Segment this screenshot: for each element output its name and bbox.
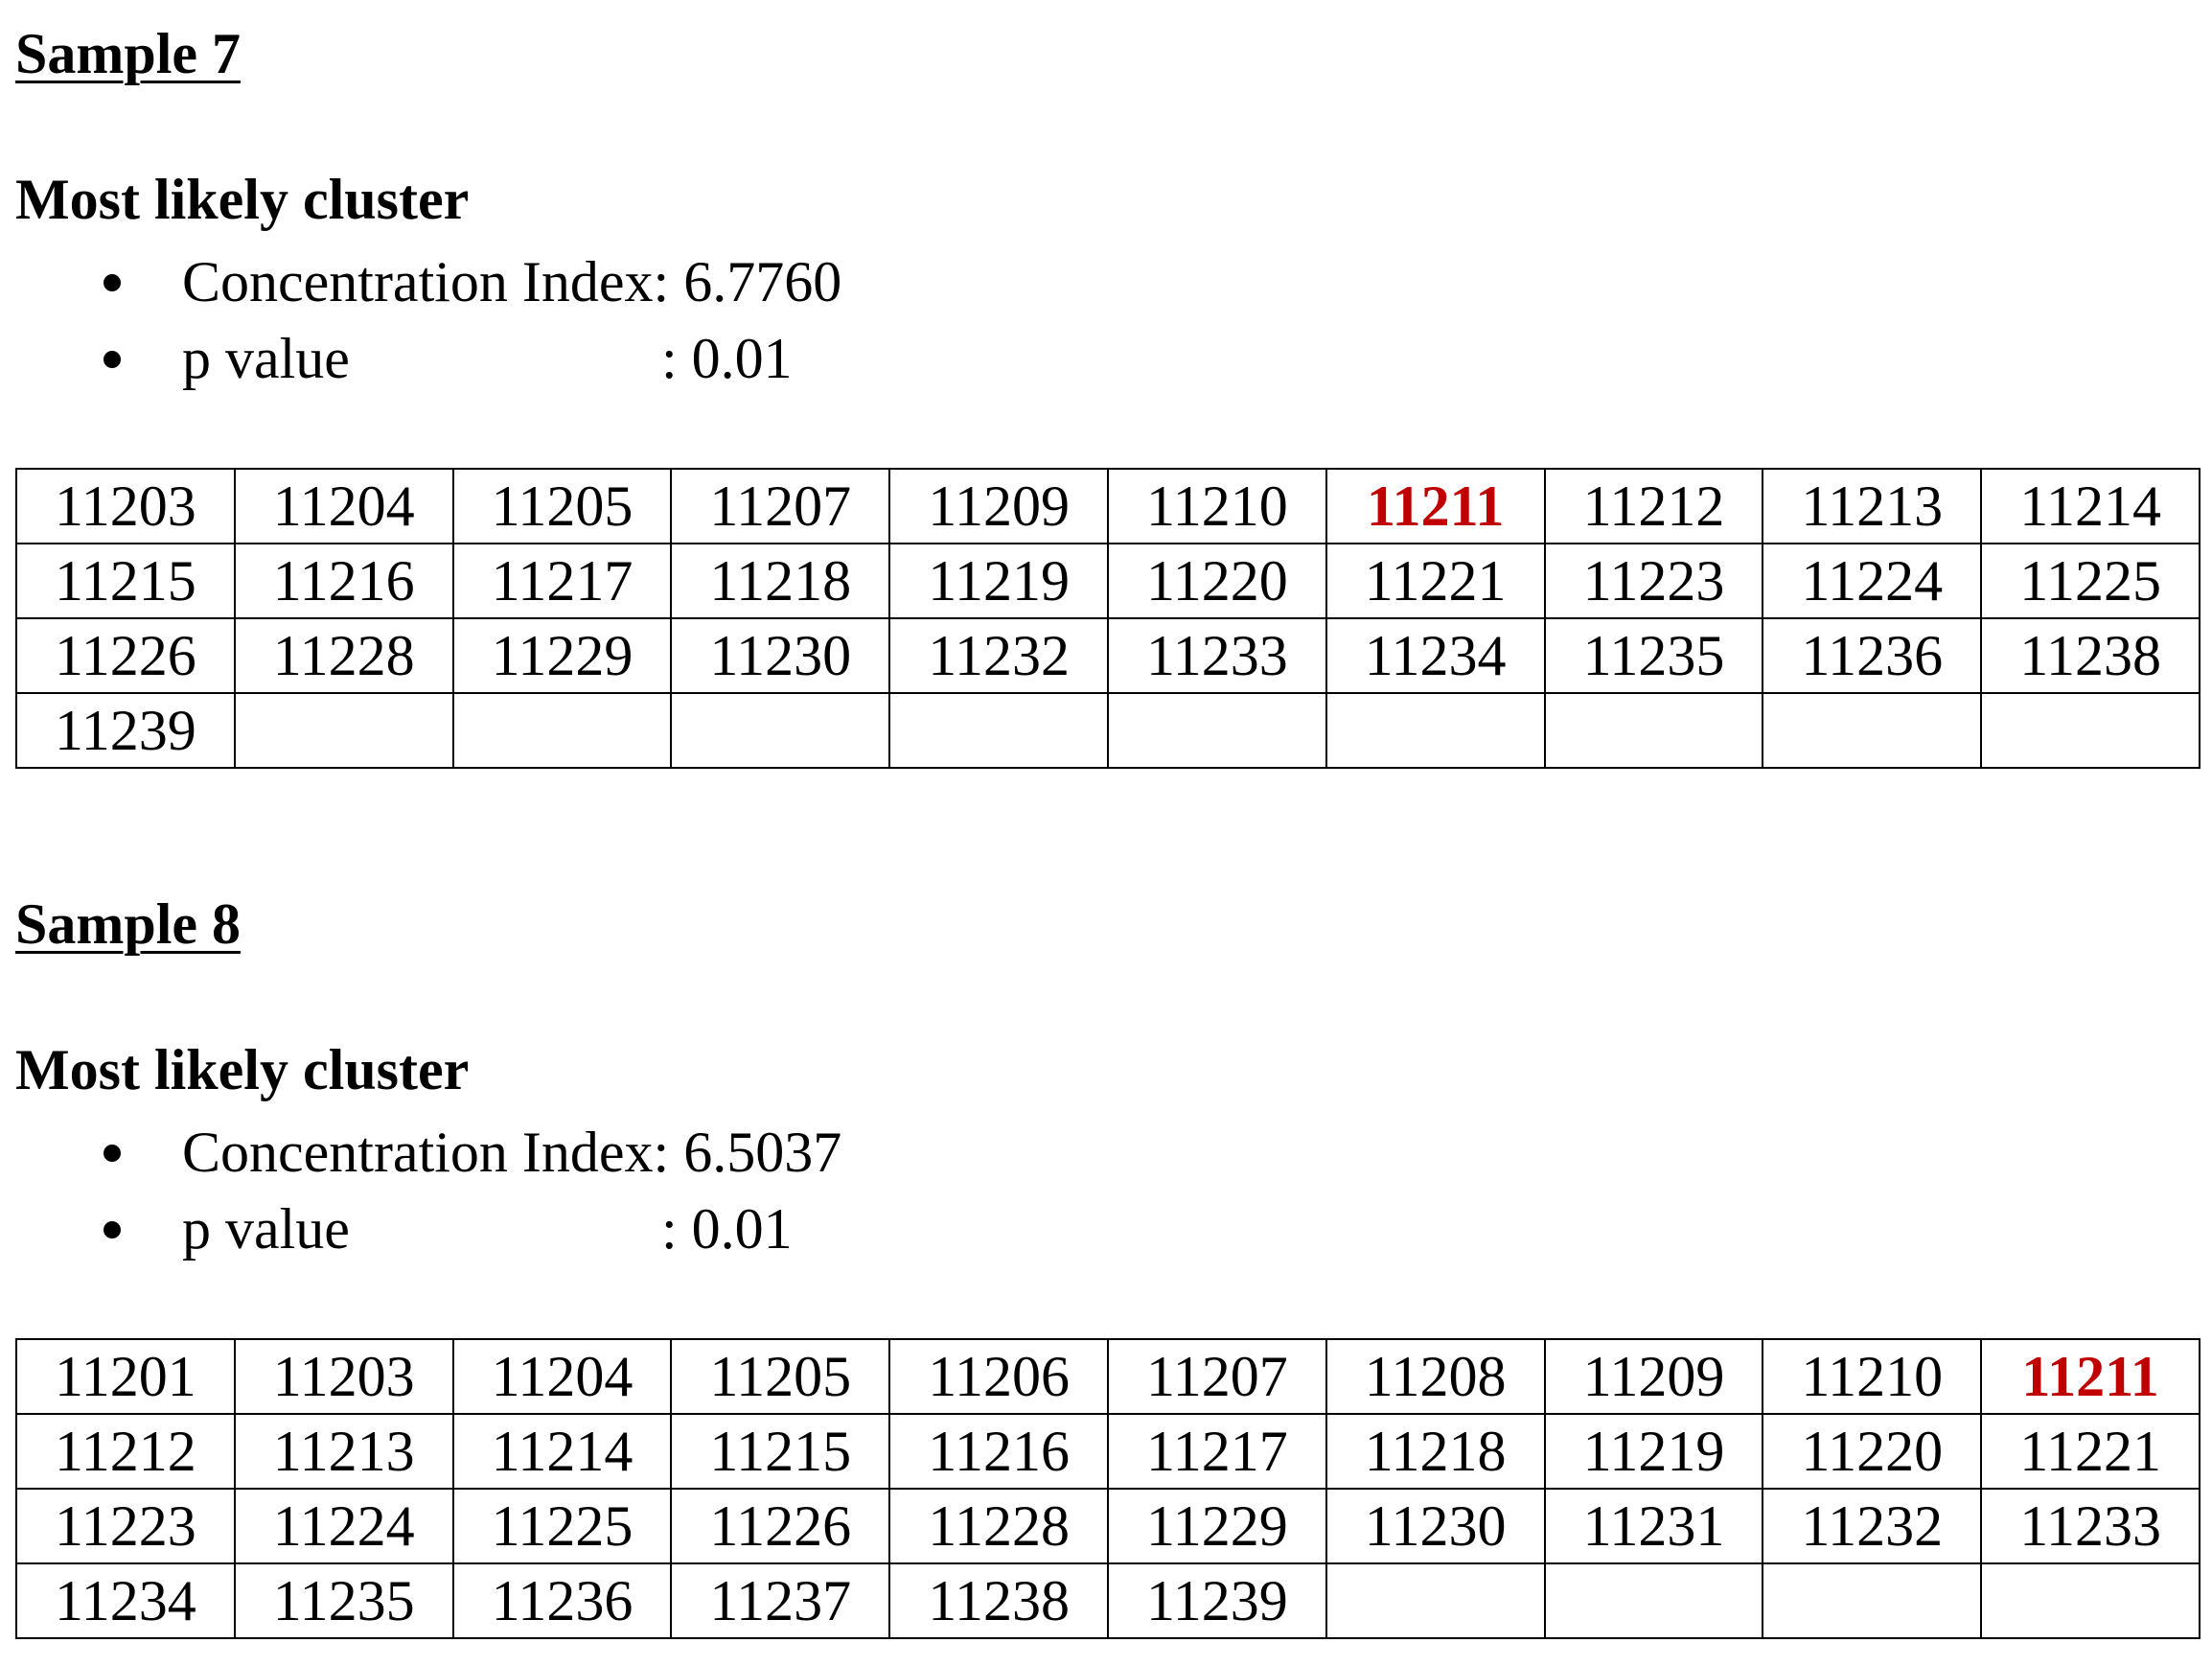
- empty-cell: [1763, 693, 1981, 768]
- sample-8-section: [15, 888, 2200, 1632]
- code-cell: 11228: [889, 1489, 1108, 1563]
- sample-7-p-separator: :: [661, 327, 678, 390]
- sample-8-p-value: 0.01: [691, 1197, 793, 1261]
- empty-cell: [1326, 693, 1545, 768]
- code-cell: 11239: [1108, 1563, 1326, 1638]
- code-cell: 11223: [1545, 544, 1763, 618]
- code-cell: 11213: [235, 1414, 453, 1489]
- code-cell: 11218: [671, 544, 889, 618]
- code-cell: 11232: [889, 618, 1108, 693]
- code-cell: 11212: [16, 1414, 235, 1489]
- code-cell: 11229: [1108, 1489, 1326, 1563]
- code-cell: 11218: [1326, 1414, 1545, 1489]
- code-cell: 11215: [16, 544, 235, 618]
- sample-8-title: Sample 8: [15, 892, 242, 956]
- empty-cell: [235, 693, 453, 768]
- sample-7-title: Sample 7: [15, 22, 242, 85]
- code-cell: 11224: [1763, 544, 1981, 618]
- sample-8-concentration-value: 6.5037: [683, 1121, 842, 1184]
- table-row: [16, 1414, 2200, 1489]
- table-row: [16, 469, 2200, 544]
- empty-cell: [453, 693, 672, 768]
- code-cell: 11226: [16, 618, 235, 693]
- code-cell: 11237: [671, 1563, 889, 1638]
- empty-cell: [1763, 1563, 1981, 1638]
- code-cell: 11205: [453, 469, 672, 544]
- code-cell: 11236: [1763, 618, 1981, 693]
- bullet-icon: [104, 274, 121, 291]
- code-cell: 11210: [1108, 469, 1326, 544]
- empty-cell: [1545, 693, 1763, 768]
- code-cell: 11238: [889, 1563, 1108, 1638]
- code-cell: 11238: [1981, 618, 2200, 693]
- code-cell: 11235: [235, 1563, 453, 1638]
- sample-7-p-label: p value: [182, 327, 350, 390]
- code-cell: 11234: [1326, 618, 1545, 693]
- table-row: [16, 693, 2200, 768]
- code-cell: 11217: [453, 544, 672, 618]
- table-row: [16, 544, 2200, 618]
- code-cell: 11226: [671, 1489, 889, 1563]
- code-cell: 11214: [1981, 469, 2200, 544]
- code-cell: 11216: [235, 544, 453, 618]
- bullet-icon: [104, 1221, 121, 1238]
- code-cell: 11229: [453, 618, 672, 693]
- code-cell: 11223: [16, 1489, 235, 1563]
- highlighted-code-cell: 11211: [1326, 469, 1545, 544]
- code-cell: 11224: [235, 1489, 453, 1563]
- code-cell: 11208: [1326, 1339, 1545, 1414]
- code-cell: 11236: [453, 1563, 672, 1638]
- code-cell: 11206: [889, 1339, 1108, 1414]
- code-cell: 11203: [16, 469, 235, 544]
- sample-7-cluster-heading: Most likely cluster: [15, 168, 470, 231]
- code-cell: 11214: [453, 1414, 672, 1489]
- bullet-icon: [104, 1145, 121, 1162]
- code-cell: 11220: [1763, 1414, 1981, 1489]
- sample-8-concentration-label: Concentration Index:: [182, 1121, 670, 1184]
- code-cell: 11216: [889, 1414, 1108, 1489]
- code-cell: 11232: [1763, 1489, 1981, 1563]
- code-cell: 11234: [16, 1563, 235, 1638]
- sample-8-cluster-heading: Most likely cluster: [15, 1038, 470, 1101]
- code-cell: 11219: [1545, 1414, 1763, 1489]
- table-row: [16, 1563, 2200, 1638]
- code-cell: 11220: [1108, 544, 1326, 618]
- code-cell: 11205: [671, 1339, 889, 1414]
- sample-7-section: [15, 17, 2200, 762]
- code-cell: 11204: [235, 469, 453, 544]
- code-cell: 11213: [1763, 469, 1981, 544]
- code-cell: 11239: [16, 693, 235, 768]
- sample-7-concentration-label: Concentration Index:: [182, 250, 670, 313]
- sample-7-concentration-value: 6.7760: [683, 250, 842, 313]
- empty-cell: [671, 693, 889, 768]
- code-cell: 11212: [1545, 469, 1763, 544]
- table-row: [16, 1489, 2200, 1563]
- sample-8-p-separator: :: [661, 1197, 678, 1261]
- sample-7-code-table: [15, 468, 2200, 769]
- code-cell: 11219: [889, 544, 1108, 618]
- code-cell: 11225: [1981, 544, 2200, 618]
- table-row: [16, 618, 2200, 693]
- empty-cell: [1981, 693, 2200, 768]
- code-cell: 11207: [1108, 1339, 1326, 1414]
- code-cell: 11217: [1108, 1414, 1326, 1489]
- code-cell: 11201: [16, 1339, 235, 1414]
- code-cell: 11203: [235, 1339, 453, 1414]
- code-cell: 11231: [1545, 1489, 1763, 1563]
- empty-cell: [1108, 693, 1326, 768]
- empty-cell: [1545, 1563, 1763, 1638]
- empty-cell: [1981, 1563, 2200, 1638]
- sample-7-p-value: 0.01: [691, 327, 793, 390]
- code-cell: 11204: [453, 1339, 672, 1414]
- code-cell: 11230: [1326, 1489, 1545, 1563]
- code-cell: 11233: [1108, 618, 1326, 693]
- sample-8-p-label: p value: [182, 1197, 350, 1261]
- empty-cell: [1326, 1563, 1545, 1638]
- code-cell: 11228: [235, 618, 453, 693]
- empty-cell: [889, 693, 1108, 768]
- code-cell: 11209: [1545, 1339, 1763, 1414]
- code-cell: 11233: [1981, 1489, 2200, 1563]
- code-cell: 11215: [671, 1414, 889, 1489]
- sample-8-code-table: [15, 1338, 2200, 1639]
- code-cell: 11221: [1326, 544, 1545, 618]
- bullet-icon: [104, 351, 121, 368]
- code-cell: 11235: [1545, 618, 1763, 693]
- code-cell: 11210: [1763, 1339, 1981, 1414]
- code-cell: 11207: [671, 469, 889, 544]
- highlighted-code-cell: 11211: [1981, 1339, 2200, 1414]
- code-cell: 11221: [1981, 1414, 2200, 1489]
- code-cell: 11225: [453, 1489, 672, 1563]
- code-cell: 11209: [889, 469, 1108, 544]
- table-row: [16, 1339, 2200, 1414]
- code-cell: 11230: [671, 618, 889, 693]
